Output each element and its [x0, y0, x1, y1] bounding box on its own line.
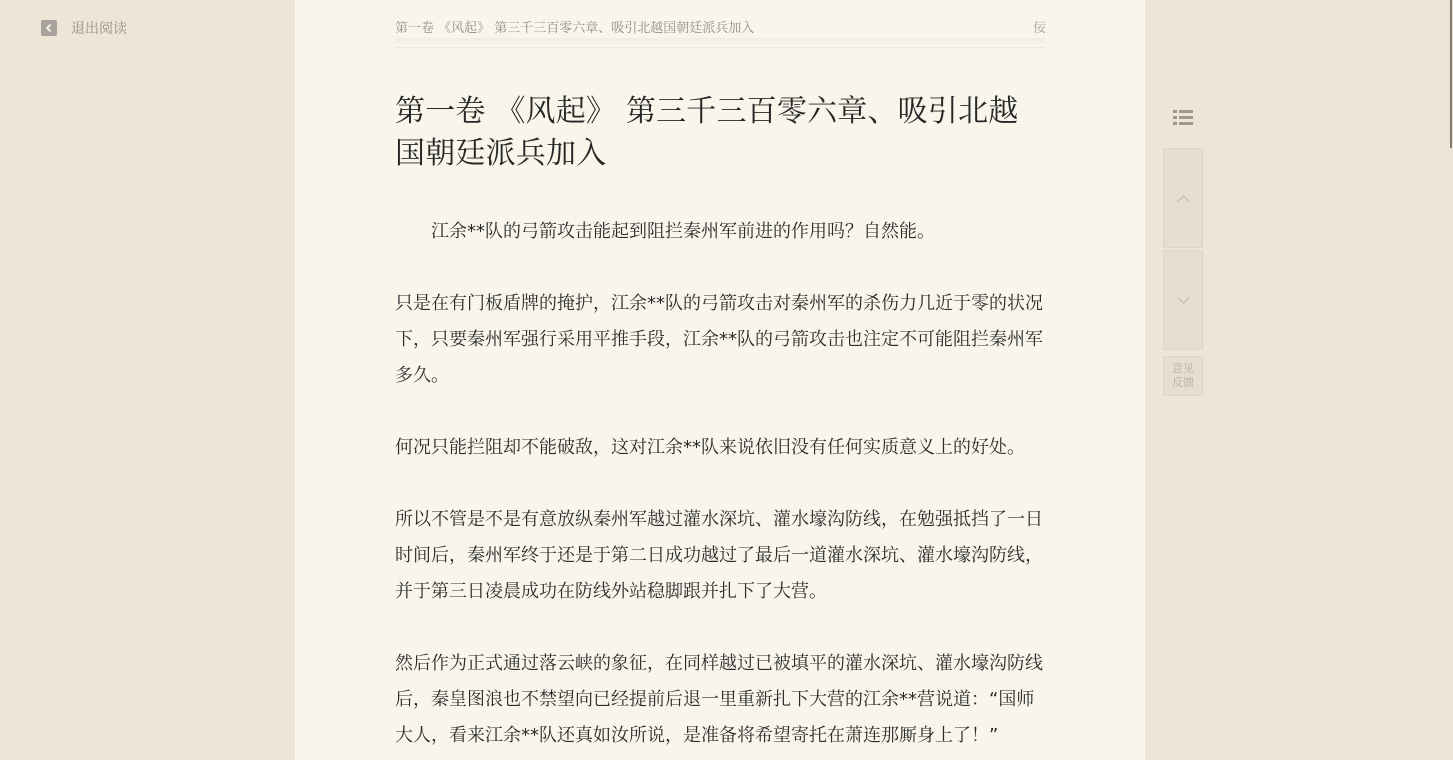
feedback-button[interactable]	[1163, 356, 1203, 396]
breadcrumb: 第一卷 《风起》 第三千三百零六章、吸引北越国朝廷派兵加入	[395, 21, 755, 36]
paragraph: 只是在有门板盾牌的掩护，江余**队的弓箭攻击对秦州军的杀伤力几近于零的状况下，只要秦州军强行采用平推手段，江余**队的弓箭攻击也注定不可能阻拦秦州军多久。	[395, 293, 1043, 386]
author-label: 佞	[1032, 21, 1046, 36]
scrollbar[interactable]	[1449, 0, 1453, 760]
paragraph: 然后作为正式通过落云峡的象征，在同样越过已被填平的灌水深坑、灌水壕沟防线后，秦皇图浪也不禁望向已经提前后退一里重新扎下大营的江余**营说道：“国师大人，看来江余**队还真如汝所说，是准备将希望寄托在萧连那厮身上了！”	[395, 653, 1043, 746]
catalog-button[interactable]	[1163, 103, 1203, 133]
exit-reading-button[interactable]	[41, 18, 127, 38]
paragraph: 所以不管是不是有意放纵秦州军越过灌水深坑、灌水壕沟防线，在勉强抵挡了一日时间后，秦州军终于还是于第二日成功越过了最后一道灌水深坑、灌水壕沟防线，并于第三日凌晨成功在防线外站稳脚跟并扎下了大营。	[395, 509, 1043, 602]
previous-page-button[interactable]	[1163, 148, 1203, 248]
chevron-up-icon	[1177, 195, 1190, 208]
reading-paper	[295, 0, 1145, 760]
chevron-down-icon	[1177, 291, 1190, 304]
chevron-left-icon	[41, 20, 57, 36]
chapter-content	[395, 214, 1045, 760]
chapter-title: 第一卷 《风起》 第三千三百零六章、吸引北越国朝廷派兵加入	[395, 94, 1019, 171]
side-toolbar	[1163, 103, 1203, 396]
header-divider	[395, 38, 1045, 48]
next-page-button[interactable]	[1163, 250, 1203, 350]
feedback-label-line1: 意见	[1172, 362, 1194, 375]
scrollbar-thumb[interactable]	[1450, 0, 1452, 148]
feedback-label-line2: 反馈	[1172, 376, 1194, 389]
paragraph: 江余**队的弓箭攻击能起到阻拦秦州军前进的作用吗？自然能。	[431, 221, 935, 242]
exit-reading-label: 退出阅读	[71, 21, 127, 37]
paragraph: 何况只能拦阻却不能破敌，这对江余**队来说依旧没有任何实质意义上的好处。	[395, 437, 1025, 458]
list-icon	[1173, 110, 1193, 126]
